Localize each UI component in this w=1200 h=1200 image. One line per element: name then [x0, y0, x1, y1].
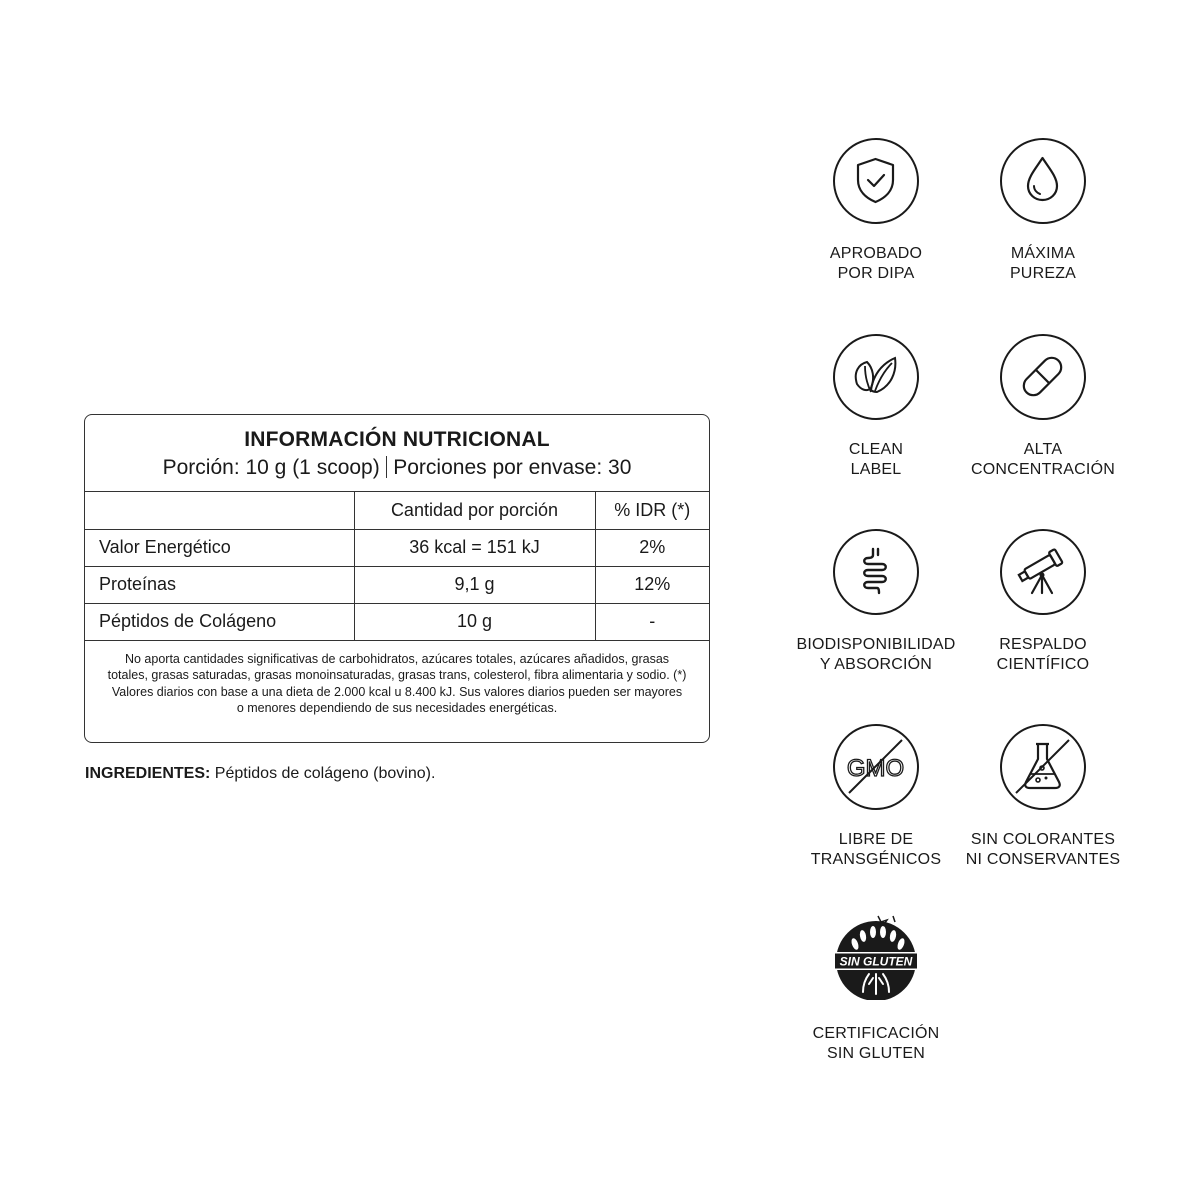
droplet-icon [1000, 138, 1086, 224]
gluten-seal-text: SIN GLUTEN [839, 954, 913, 969]
badge-label-line2: CIENTÍFICO [996, 656, 1090, 673]
leaf-icon [833, 334, 919, 420]
servings-per-container: Porciones por envase: 30 [393, 456, 632, 479]
badge-label-line2: SIN GLUTEN [826, 1045, 925, 1062]
nutrient-amount: 9,1 g [354, 566, 595, 603]
gmo-text: GMO [846, 755, 905, 782]
badge-aprobado-dipa [786, 138, 966, 284]
badge-respaldo-cientifico [953, 529, 1133, 675]
telescope-icon [1000, 529, 1086, 615]
badge-label-line2: CONCENTRACIÓN [971, 461, 1115, 478]
ingredients-line [85, 765, 435, 783]
badge-label-line1: LIBRE DE [838, 831, 914, 848]
nutrient-name: Péptidos de Colágeno [85, 603, 354, 640]
badge-maxima-pureza [953, 138, 1133, 284]
ingredients-text: Péptidos de colágeno (bovino). [214, 765, 436, 782]
nutrient-amount: 36 kcal = 151 kJ [354, 529, 595, 566]
badge-label-line1: ALTA [1023, 441, 1063, 458]
badge-label-line2: LABEL [850, 461, 902, 478]
badge-sin-colorantes [953, 724, 1133, 870]
badge-label-line1: CERTIFICACIÓN [812, 1025, 940, 1042]
badge-sin-gluten [786, 918, 966, 1064]
nutrition-footnote: No aporta cantidades significativas de carbohidratos, azúcares totales, azúcares añadidos, grasas totales, grasas saturadas, grasas monoinsaturadas, grasas trans, colesterol, fibra alimentaria y sodio. (*) Valores diarios con base a una dieta de 2.000 kcal u 8.400 kJ. Sus valores diarios pueden ser mayores o menores dependiendo de sus necesidades energéticas. [107, 651, 687, 715]
badge-clean-label [786, 334, 966, 480]
nutrient-idr: - [595, 603, 709, 640]
badge-alta-concentracion [953, 334, 1133, 480]
no-flask-icon [1000, 724, 1086, 810]
nutrition-serving-info [85, 453, 709, 483]
badge-label-line1: BIODISPONIBILIDAD [796, 636, 956, 653]
column-header-amount: Cantidad por porción [354, 492, 595, 529]
badge-label-line2: Y ABSORCIÓN [819, 656, 933, 673]
table-row [85, 603, 709, 640]
badge-label-line2: PUREZA [1009, 265, 1077, 282]
badge-label-line2: POR DIPA [837, 265, 915, 282]
column-header-nutrient [85, 492, 354, 529]
nutrition-title: INFORMACIÓN NUTRICIONAL [244, 428, 550, 451]
gluten-free-seal-icon [833, 918, 919, 1004]
nutrient-name: Valor Energético [85, 529, 354, 566]
intestine-icon [833, 529, 919, 615]
ingredients-label: INGREDIENTES: [85, 765, 211, 782]
nutrition-facts-panel [84, 414, 710, 743]
serving-size: Porción: 10 g (1 scoop) [162, 456, 380, 479]
badge-label-line1: RESPALDO [999, 636, 1087, 653]
badge-label-line1: APROBADO [829, 245, 923, 262]
badge-label-line2: NI CONSERVANTES [965, 851, 1121, 868]
badge-biodisponibilidad [786, 529, 966, 675]
column-header-idr: % IDR (*) [595, 492, 709, 529]
table-row [85, 529, 709, 566]
badge-libre-transgenicos [786, 724, 966, 870]
nutrient-name: Proteínas [85, 566, 354, 603]
badge-label-line1: CLEAN [848, 441, 904, 458]
capsule-icon [1000, 334, 1086, 420]
nutrition-table [85, 492, 709, 641]
nutrition-table-header [85, 492, 709, 529]
badge-label-line1: MÁXIMA [1010, 245, 1076, 262]
shield-check-icon [833, 138, 919, 224]
nutrient-idr: 2% [595, 529, 709, 566]
no-gmo-icon [833, 724, 919, 810]
serving-divider [386, 456, 388, 478]
nutrition-header [85, 415, 709, 492]
badge-label-line1: SIN COLORANTES [970, 831, 1116, 848]
nutrient-idr: 12% [595, 566, 709, 603]
badge-label-line2: TRANSGÉNICOS [810, 851, 942, 868]
table-row [85, 566, 709, 603]
nutrient-amount: 10 g [354, 603, 595, 640]
